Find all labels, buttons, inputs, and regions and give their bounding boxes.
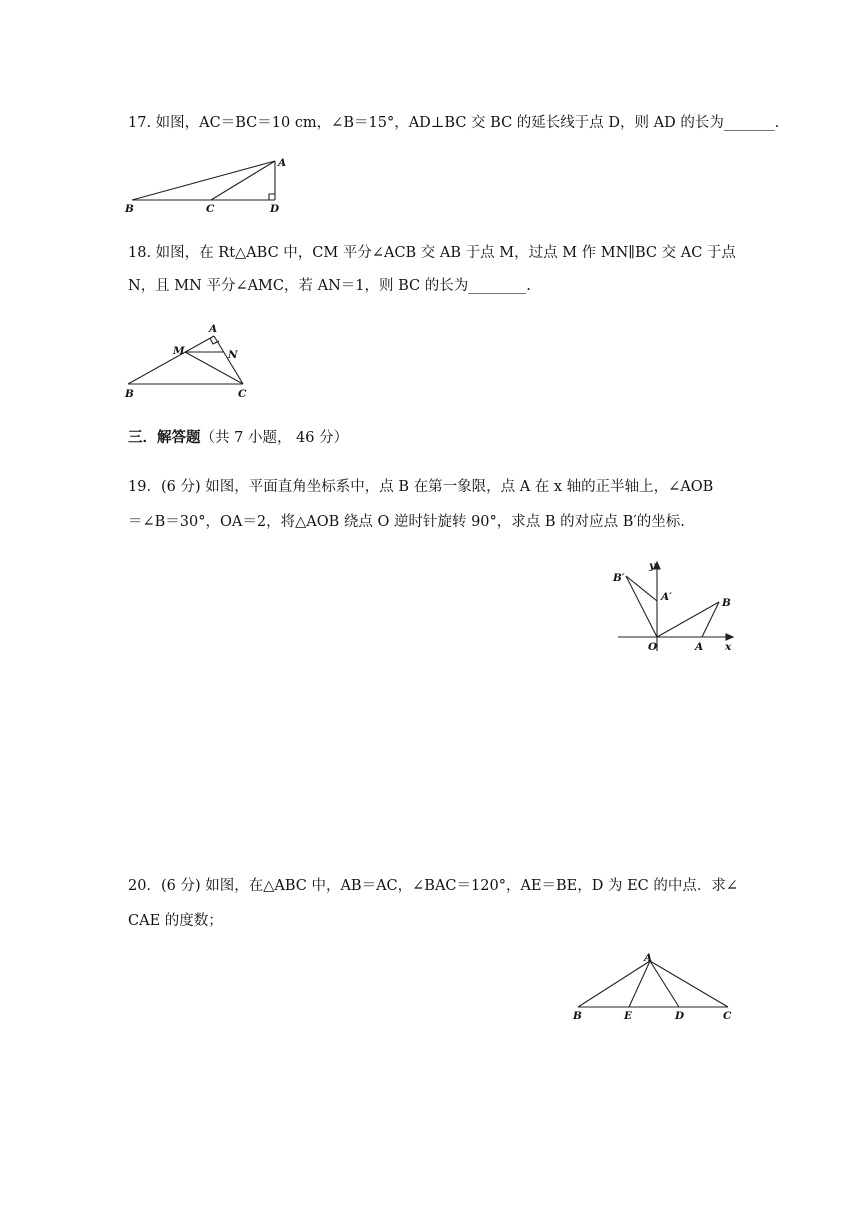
q19-label-A: A <box>695 641 704 653</box>
q17-label-C: C <box>206 203 215 215</box>
q17-figure <box>118 152 298 218</box>
q20-segment-AD <box>650 961 679 1007</box>
q19-segment-BprimeAprime <box>626 576 657 601</box>
q17-label-D: D <box>270 203 280 215</box>
section-3-title: 三．解答题 <box>128 429 201 446</box>
q18-label-N: N <box>228 349 238 361</box>
q20-label-C: C <box>723 1010 732 1022</box>
q17-segment-AB <box>132 161 275 200</box>
q18-label-M: M <box>173 345 185 357</box>
q20-figure <box>566 948 741 1026</box>
q20-segment-AC <box>650 961 728 1007</box>
section-3-heading <box>128 428 348 448</box>
q19-label-x: x <box>725 641 732 653</box>
section-3-note: （共 7 小题， 46 分） <box>200 430 349 446</box>
q18-label-C: C <box>238 388 247 400</box>
q17-segment-AC <box>211 161 275 200</box>
q19-segment-OB <box>657 602 719 637</box>
q20-label-A: A <box>644 952 653 964</box>
q20-label-E: E <box>624 1010 633 1022</box>
q18-figure <box>118 320 258 402</box>
q19-label-B: B <box>722 597 731 609</box>
q20-text-line2: CAE 的度数； <box>128 913 223 929</box>
q19-label-y: y <box>649 560 656 572</box>
q19-label-Aprime: A′ <box>661 591 672 603</box>
q19-label-O: O <box>648 641 658 653</box>
q19-segment-OBprime <box>626 576 657 637</box>
q18-label-B: B <box>125 388 134 400</box>
q19-figure <box>606 556 741 656</box>
q20-label-D: D <box>675 1010 685 1022</box>
q20-text-line1: 20．(6 分) 如图，在△ABC 中，AB＝AC，∠BAC＝120°，AE＝BE，D 为 EC 的中点．求∠ <box>128 878 739 894</box>
q20-label-B: B <box>573 1010 582 1022</box>
q18-label-A: A <box>209 323 218 335</box>
q18-text-line1: 18. 如图，在 Rt△ABC 中，CM 平分∠ACB 交 AB 于点 M，过点 M 作 MN∥BC 交 AC 于点 <box>128 245 736 261</box>
q17-label-A: A <box>278 157 287 169</box>
q19-text-line2: ＝∠B＝30°，OA＝2，将△AOB 绕点 O 逆时针旋转 90°，求点 B 的对应点 B′的坐标. <box>128 514 685 530</box>
q17-right-angle-mark <box>269 194 275 200</box>
q19-text-line1: 19．(6 分) 如图，平面直角坐标系中，点 B 在第一象限，点 A 在 x 轴的正半轴上，∠AOB <box>128 479 714 495</box>
q18-segment-BA <box>128 336 214 384</box>
q17-text: 17. 如图，AC＝BC＝10 cm，∠B＝15°，AD⊥BC 交 BC 的延长线于点 D，则 AD 的长为_______. <box>128 115 780 131</box>
q19-label-Bprime: B′ <box>613 572 625 584</box>
q17-label-B: B <box>125 203 134 215</box>
q18-text-line2: N，且 MN 平分∠AMC，若 AN＝1，则 BC 的长为________. <box>128 278 531 294</box>
